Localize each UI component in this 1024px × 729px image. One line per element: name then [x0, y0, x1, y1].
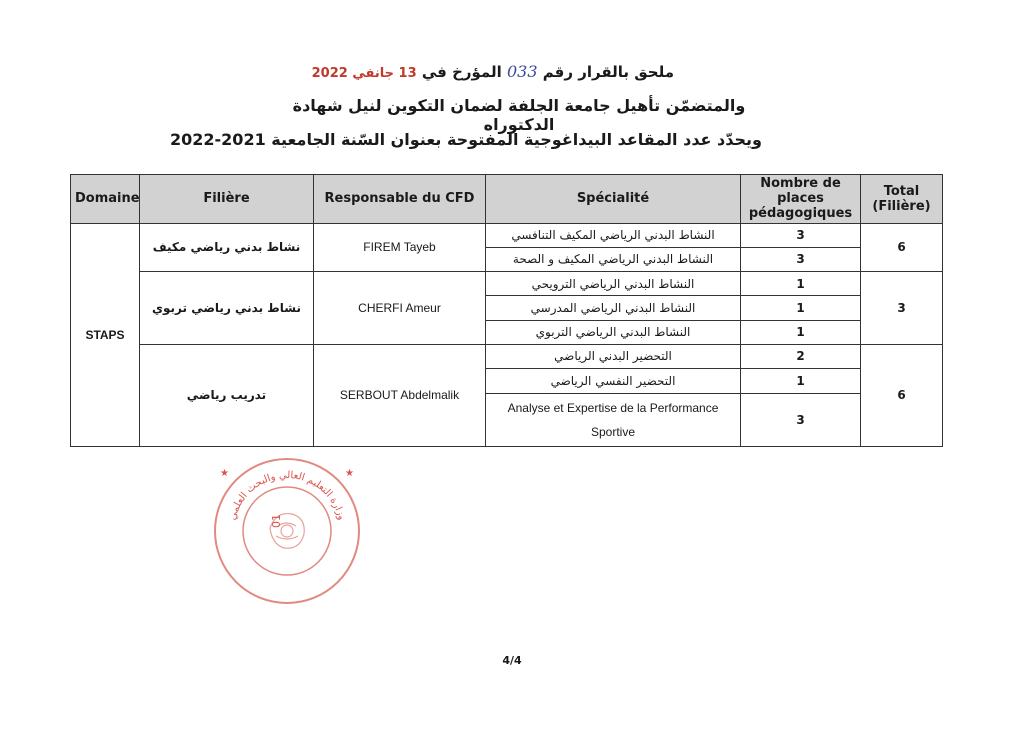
places-table: [70, 174, 943, 447]
specialite-cell: Analyse et Expertise de la Performance Sportive: [486, 394, 741, 447]
table-row: [71, 344, 943, 368]
responsable-cell: FIREM Tayeb: [314, 223, 486, 272]
header-specialite: Spécialité: [486, 175, 741, 224]
filiere-cell: نشاط بدني رياضي تربوي: [140, 272, 314, 345]
header-responsable: Responsable du CFD: [314, 175, 486, 224]
page-number: 4/4: [502, 654, 522, 667]
table-row: [71, 272, 943, 296]
stamp-number: 01: [270, 514, 283, 528]
responsable-cell: SERBOUT Abdelmalik: [314, 344, 486, 446]
header-domaine: Domaine: [71, 175, 140, 224]
places-cell: 1: [741, 272, 861, 296]
header-line-3-text: ويحدّد عدد المقاعد البيداغوجية المفتوحة بعنوان السّنة الجامعية 2021-2022: [170, 130, 762, 149]
official-stamp: [212, 456, 362, 606]
places-cell: 1: [741, 369, 861, 394]
responsable-cell: CHERFI Ameur: [314, 272, 486, 345]
header-line-2-text: والمتضمّن تأهيل جامعة الجلفة لضمان التكوين لنيل شهادة الدكتوراه: [292, 96, 746, 134]
stamp-inner-ring: [243, 487, 331, 575]
star-icon: ★: [345, 468, 354, 479]
specialite-cell: النشاط البدني الرياضي المكيف التنافسي: [486, 223, 741, 247]
decision-date: 13 جانفي 2022: [311, 66, 417, 81]
header-middle: المؤرخ في: [421, 63, 502, 81]
total-cell: 6: [861, 344, 943, 446]
places-cell: 3: [741, 247, 861, 271]
table-row: [71, 223, 943, 247]
filiere-cell: تدريب رياضي: [140, 344, 314, 446]
filiere-cell: نشاط بدني رياضي مكيف: [140, 223, 314, 272]
places-cell: 1: [741, 320, 861, 344]
header-prefix: ملحق بالقرار رقم: [542, 63, 674, 81]
star-icon: ★: [220, 468, 229, 479]
header-total: Total (Filière): [861, 175, 943, 224]
table-header-row: [71, 175, 943, 224]
places-cell: 3: [741, 394, 861, 447]
specialite-cell: النشاط البدني الرياضي المكيف و الصحة: [486, 247, 741, 271]
specialite-cell: النشاط البدني الرياضي التربوي: [486, 320, 741, 344]
domaine-cell: STAPS: [71, 223, 140, 446]
header-places: Nombre de places pédagogiques: [741, 175, 861, 224]
decision-number: 033: [507, 62, 538, 81]
specialite-cell: النشاط البدني الرياضي المدرسي: [486, 296, 741, 320]
places-cell: 1: [741, 296, 861, 320]
specialite-cell: التحضير البدني الرياضي: [486, 344, 741, 368]
stamp-arc-text: وزارة التعليم العالي والبحث العلمي: [227, 469, 347, 522]
places-cell: 3: [741, 223, 861, 247]
total-cell: 3: [861, 272, 943, 345]
specialite-cell: النشاط البدني الرياضي الترويحي: [486, 272, 741, 296]
header-filiere: Filière: [140, 175, 314, 224]
total-cell: 6: [861, 223, 943, 272]
places-cell: 2: [741, 344, 861, 368]
specialite-cell: التحضير النفسي الرياضي: [486, 369, 741, 394]
